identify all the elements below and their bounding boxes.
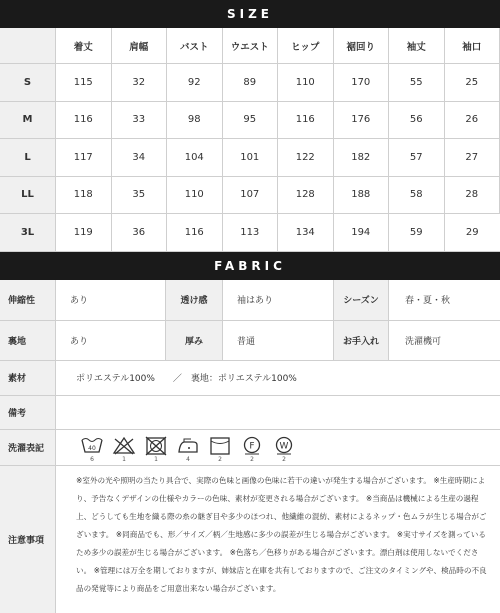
material-value: ポリエステル100% ／ 裏地：ポリエステル100% <box>56 361 500 395</box>
size-row-label: LL <box>0 177 56 215</box>
thickness-value: 普通 <box>223 321 334 360</box>
size-cell: 56 <box>389 102 445 140</box>
size-col-header: 裾回り <box>334 28 390 64</box>
size-cell: 104 <box>167 139 223 177</box>
size-col-header: バスト <box>167 28 223 64</box>
size-col-header: ウエスト <box>223 28 279 64</box>
size-cell: 117 <box>56 139 112 177</box>
size-cell: 119 <box>56 214 112 252</box>
laundry-symbol-number: 2 <box>218 456 222 463</box>
size-col-header: 袖丈 <box>389 28 445 64</box>
size-cell: 28 <box>445 177 500 215</box>
no-bleach-icon <box>110 436 138 463</box>
care-value: 洗濯機可 <box>389 321 500 360</box>
remarks-label: 備考 <box>0 396 56 429</box>
fabric-row-laundry <box>0 430 500 466</box>
size-col-header: ヒップ <box>278 28 334 64</box>
size-cell: 182 <box>334 139 390 177</box>
size-cell: 110 <box>167 177 223 215</box>
remarks-value <box>56 396 500 429</box>
size-row-label: S <box>0 64 56 102</box>
size-col-header: 着丈 <box>56 28 112 64</box>
notes-label: 注意事項 <box>0 466 56 613</box>
size-cell: 26 <box>445 102 500 140</box>
fabric-row-material <box>0 361 500 396</box>
size-col-header: 肩幅 <box>112 28 168 64</box>
size-cell: 118 <box>56 177 112 215</box>
size-cell: 113 <box>223 214 279 252</box>
size-cell: 57 <box>389 139 445 177</box>
fabric-row-stretch <box>0 280 500 321</box>
svg-text:40: 40 <box>88 445 96 452</box>
size-cell: 116 <box>56 102 112 140</box>
washtub-40-icon <box>78 436 106 463</box>
size-cell: 98 <box>167 102 223 140</box>
size-cell: 101 <box>223 139 279 177</box>
laundry-symbol-number: 2 <box>282 456 286 463</box>
size-cell: 33 <box>112 102 168 140</box>
lining-label: 裏地 <box>0 321 56 360</box>
size-cell: 115 <box>56 64 112 102</box>
fabric-row-lining <box>0 321 500 361</box>
size-cell: 176 <box>334 102 390 140</box>
laundry-symbol-number: 4 <box>186 456 190 463</box>
laundry-symbol-number: 1 <box>154 456 158 463</box>
sheer-label: 透け感 <box>166 280 223 320</box>
size-table-corner <box>0 28 56 64</box>
size-table <box>0 28 500 252</box>
size-cell: 34 <box>112 139 168 177</box>
size-cell: 92 <box>167 64 223 102</box>
sheer-value: 袖はあり <box>223 280 334 320</box>
season-label: シーズン <box>334 280 389 320</box>
size-cell: 25 <box>445 64 500 102</box>
notes-text: ※室外の光や照明の当たり具合で、実際の色味と画像の色味に若干の違いが発生する場合がございます。 ※生産時期により、予告なくデザインの仕様やカラーの色味、素材が変更される場合がございます。 ※当商品は機械による生産の過程上、どうしても生地を織る際の糸の継ぎ目や多少のほつれ、他繊維の混紡、素材によるネップ・色ムラが生じる場合がございます。 ※同商品でも、形／サイズ／柄／生地感に多少の誤差が生じる場合がございます。 ※実寸サイズを測っているため多少の誤差が生じる場合がございます。 ※色落ち／色移りがある場合がございます。漂白剤は使用しないでください。 ※管理には万全を期しておりますが、姉妹店と在庫を共有しておりますので、ご注文のタイミングや、検品時の不良品の発覚等により商品をご用意出来ない場合がございます。 <box>56 466 500 613</box>
size-cell: 95 <box>223 102 279 140</box>
size-cell: 35 <box>112 177 168 215</box>
size-cell: 55 <box>389 64 445 102</box>
svg-text:F: F <box>249 441 254 451</box>
size-cell: 116 <box>167 214 223 252</box>
size-cell: 36 <box>112 214 168 252</box>
fabric-section-title: FABRIC <box>0 252 500 280</box>
size-row-label: L <box>0 139 56 177</box>
dry-clean-f-icon <box>238 436 266 463</box>
fabric-row-notes <box>0 466 500 613</box>
size-cell: 110 <box>278 64 334 102</box>
size-cell: 116 <box>278 102 334 140</box>
lining-value: あり <box>56 321 166 360</box>
svg-text:W: W <box>280 441 289 451</box>
size-cell: 188 <box>334 177 390 215</box>
no-tumble-dry-icon <box>142 436 170 463</box>
size-cell: 170 <box>334 64 390 102</box>
size-section-title: SIZE <box>0 0 500 28</box>
iron-low-icon <box>174 436 202 463</box>
size-cell: 27 <box>445 139 500 177</box>
size-cell: 134 <box>278 214 334 252</box>
size-cell: 58 <box>389 177 445 215</box>
size-cell: 29 <box>445 214 500 252</box>
size-cell: 59 <box>389 214 445 252</box>
size-cell: 122 <box>278 139 334 177</box>
stretch-value: あり <box>56 280 166 320</box>
laundry-symbol-number: 1 <box>122 456 126 463</box>
size-col-header: 袖口 <box>445 28 500 64</box>
fabric-row-remarks <box>0 396 500 430</box>
size-cell: 128 <box>278 177 334 215</box>
season-value: 春・夏・秋 <box>389 280 500 320</box>
laundry-symbols <box>56 430 298 465</box>
laundry-label: 洗濯表記 <box>0 430 56 465</box>
care-label: お手入れ <box>334 321 389 360</box>
laundry-symbol-number: 6 <box>90 456 94 463</box>
size-cell: 194 <box>334 214 390 252</box>
wet-clean-w-icon <box>270 436 298 463</box>
stretch-label: 伸縮性 <box>0 280 56 320</box>
thickness-label: 厚み <box>166 321 223 360</box>
size-cell: 89 <box>223 64 279 102</box>
size-cell: 107 <box>223 177 279 215</box>
material-label: 素材 <box>0 361 56 395</box>
hang-dry-icon <box>206 436 234 463</box>
laundry-symbol-number: 2 <box>250 456 254 463</box>
size-cell: 32 <box>112 64 168 102</box>
size-row-label: M <box>0 102 56 140</box>
size-row-label: 3L <box>0 214 56 252</box>
